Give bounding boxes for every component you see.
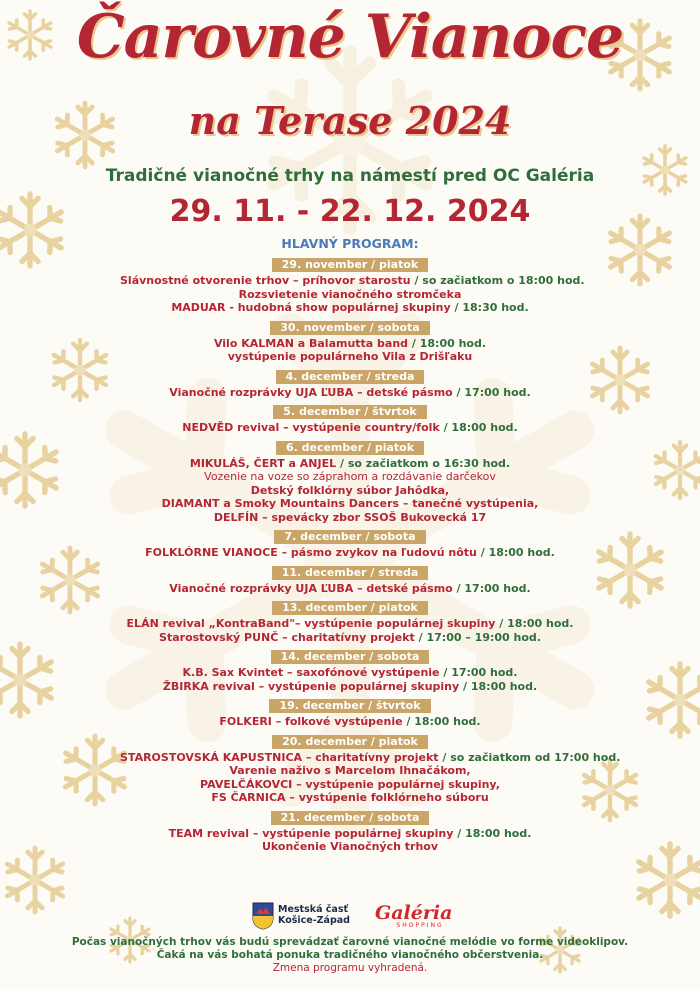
program-day: [120, 730, 621, 805]
poster-title: Čarovné Vianoce: [76, 2, 624, 72]
program-line-text: Vozenie na voze so záprahom a rozdávanie darčekov: [204, 470, 496, 483]
program-line: [120, 301, 580, 315]
galeria-logo-sub: SHOPPING: [396, 922, 444, 929]
program-day: [120, 253, 585, 315]
program-day: [120, 561, 580, 596]
event-dates: 29. 11. - 22. 12. 2024: [169, 194, 531, 229]
coat-of-arms-icon: [252, 902, 274, 930]
program-line-text: FOLKERI – folkové vystúpenie: [219, 715, 403, 728]
program-line: [120, 274, 585, 288]
program-line-text: K.B. Sax Kvintet – saxofónové vystúpenie: [182, 666, 440, 679]
program-line: [120, 791, 580, 805]
program-line-text: TEAM revival – vystúpenie populárnej skupiny: [168, 826, 454, 840]
program-line-text: Varenie naživo s Marcelom Ihnačákom,: [229, 764, 471, 777]
program-line-text: FOLKLÓRNE VIANOCE – pásmo zvykov na ľudovú nôtu: [145, 546, 477, 559]
program-line-text: Slávnostné otvorenie trhov – príhovor starostu: [120, 274, 411, 287]
program-line-time: / 18:00 hod.: [411, 336, 487, 350]
poster-title-line2: na Terase 2024: [188, 98, 512, 143]
day-label: 7. december / sobota: [274, 530, 425, 544]
galeria-logo: [375, 902, 455, 934]
program-day: [120, 806, 580, 854]
program-line: [120, 666, 580, 680]
program-line-time: / 18:00 hod.: [495, 617, 574, 630]
program-line-time: / 17:00 hod.: [439, 666, 518, 679]
program-line: [120, 582, 580, 596]
day-label: 14. december / sobota: [271, 650, 430, 664]
program-day: [120, 596, 580, 644]
program-line: [120, 337, 580, 351]
program-line: [120, 827, 580, 841]
footer-disclaimer: Zmena programu vyhradená.: [272, 962, 428, 974]
day-label: 13. december / piatok: [272, 601, 428, 615]
program-line-text: Detský folklórny súbor Jahôdka,: [250, 483, 450, 497]
program-day: [120, 436, 580, 525]
program-line: [120, 457, 580, 471]
footer-line: Čaká na vás bohatá ponuka tradičného vianočného občerstvenia.: [156, 949, 544, 961]
footer-line: Počas vianočných trhov vás budú sprevádzať čarovné vianočné melódie vo forme videoklipov.: [71, 936, 629, 948]
program-list: [120, 236, 621, 854]
program-line-text: Vianočné rozprávky UJA ĽUBA – detské pásmo: [169, 385, 453, 399]
program-line: [120, 546, 580, 560]
program-line-text: FS ČARNICA – vystúpenie folklórneho súboru: [211, 791, 489, 804]
program-line-text: DELFÍN – spevácky zbor SSOŠ Bukovecká 17: [213, 510, 487, 524]
program-line: [120, 497, 580, 511]
day-label: 5. december / štvrtok: [273, 405, 426, 419]
day-label: 11. december / streda: [272, 566, 429, 580]
program-line-text: Vianočné rozprávky UJA ĽUBA – detské pásmo: [169, 581, 453, 595]
program-line-time: / so začiatkom o 18:00 hod.: [410, 274, 585, 287]
poster-subtitle: Tradičné vianočné trhy na námestí pred OC Galéria: [105, 166, 595, 186]
day-label: 29. november / piatok: [272, 258, 428, 272]
mestska-cast-line1: Mestská časť: [278, 904, 349, 915]
mestska-cast-line2: Košice-Západ: [278, 915, 350, 926]
sponsor-logos: [0, 900, 700, 936]
day-label: 6. december / piatok: [276, 441, 424, 455]
program-line-time: / 18:00 hod.: [439, 421, 518, 434]
program-line-time: / 17:00 hod.: [452, 581, 531, 595]
program-line-text: vystúpenie populárneho Vila z Drišľaku: [227, 350, 473, 363]
program-line-text: STAROSTOVSKÁ KAPUSTNICA – charitatívny projekt: [120, 750, 439, 764]
program-line-time: / 18:00 hod.: [402, 715, 481, 728]
program-line-time: / 18:00 hod.: [459, 679, 538, 693]
program-line: [120, 840, 580, 854]
program-line: [120, 778, 580, 792]
program-line: [120, 350, 580, 364]
program-line-text: Starostovský PUNČ – charitatívny projekt: [159, 630, 415, 644]
program-line: [120, 470, 580, 484]
program-line-time: / so začiatkom o 16:30 hod.: [336, 456, 511, 470]
mestska-cast-text: [278, 904, 350, 926]
program-day: [120, 365, 580, 400]
program-line: [120, 764, 580, 778]
program-line-time: / 18:00 hod.: [453, 826, 532, 840]
program-line: [120, 386, 580, 400]
program-line-text: Rozsvietenie vianočného stromčeka: [238, 287, 462, 301]
program-line: [120, 288, 580, 302]
program-line-time: / 18:30 hod.: [450, 301, 529, 314]
program-line: [120, 715, 580, 729]
program-day: [120, 525, 580, 560]
day-label: 21. december / sobota: [271, 811, 430, 825]
day-label: 19. december / štvrtok: [269, 699, 430, 713]
mestska-cast-logo: [252, 900, 362, 934]
day-label: 30. november / sobota: [270, 321, 429, 335]
program-line: [120, 511, 580, 525]
day-label: 4. december / streda: [276, 370, 425, 384]
program-line-text: DIAMANT a Smoky Mountains Dancers – tanečné vystúpenia,: [161, 497, 539, 510]
program-line-time: / 18:00 hod.: [476, 546, 555, 559]
program-line-text: ELÁN revival „KontraBand"– vystúpenie populárnej skupiny: [126, 617, 496, 630]
program-line-text: ŽBIRKA revival – vystúpenie populárnej skupiny: [162, 679, 460, 693]
program-line-time: / 17:00 hod.: [452, 385, 531, 399]
program-line-time: / 17:00 – 19:00 hod.: [414, 630, 541, 644]
program-line-text: Ukončenie Vianočných trhov: [261, 840, 439, 853]
day-label: 20. december / piatok: [272, 735, 428, 749]
program-line: [120, 421, 580, 435]
footer-notes: [0, 936, 700, 975]
program-line-time: / so začiatkom od 17:00 hod.: [438, 750, 621, 764]
program-line-text: NEDVĚD revival – vystúpenie country/folk: [182, 421, 440, 434]
program-line-text: MADUAR - hudobná show populárnej skupiny: [171, 301, 451, 314]
program-day: [120, 645, 580, 693]
program-line: [120, 484, 580, 498]
program-line: [120, 750, 621, 765]
program-line-text: MIKULÁŠ, ČERT a ANJEL: [189, 456, 337, 470]
program-day: [120, 400, 580, 435]
program-line: [120, 631, 580, 645]
galeria-logo-text: Galéria: [375, 902, 453, 924]
program-heading: HLAVNÝ PROGRAM:: [281, 236, 419, 251]
program-line: [120, 617, 580, 631]
program-line: [120, 680, 580, 694]
program-line-text: Vilo KALMAN a Balamutta band: [213, 336, 412, 350]
program-day: [120, 316, 580, 364]
program-line-text: PAVELČÁKOVCI – vystúpenie populárnej skupiny,: [200, 777, 500, 791]
program-days: [120, 253, 621, 854]
program-day: [120, 694, 580, 729]
